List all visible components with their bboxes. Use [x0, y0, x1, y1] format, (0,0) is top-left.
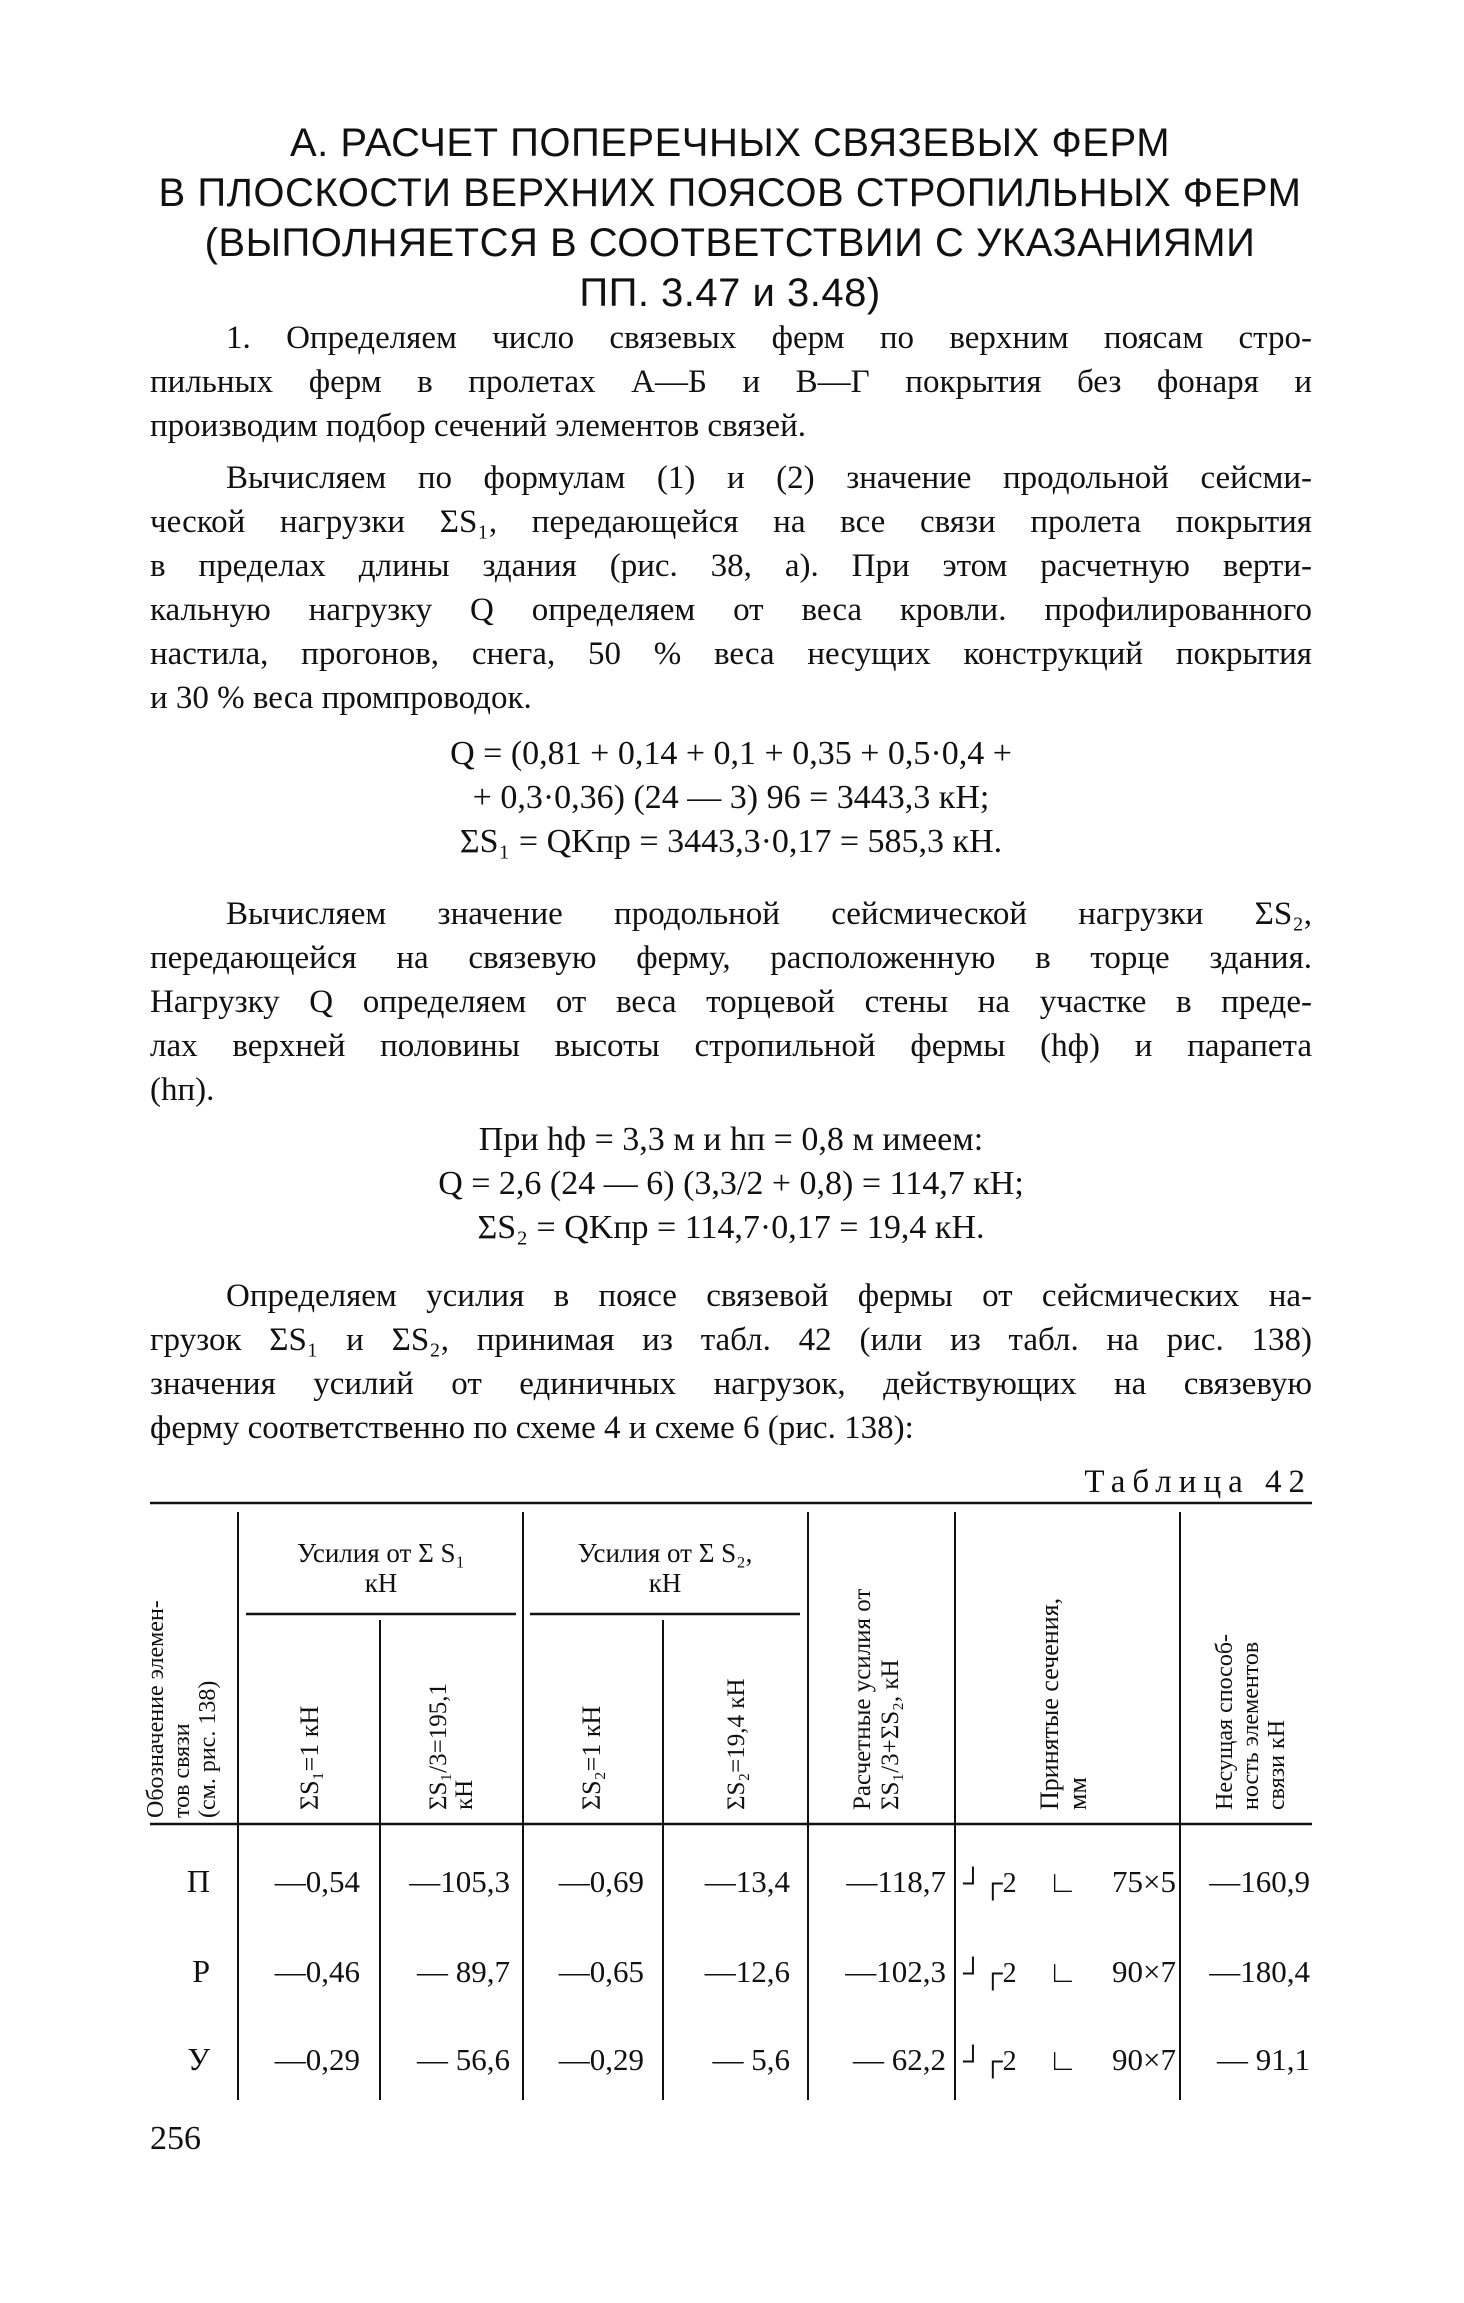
cell-s1-unit: —0,46	[274, 1954, 360, 1989]
header-text: ΣS₁/3=195,1	[425, 1683, 452, 1810]
text-line: Вычисляем значение продольной сейсмической нагрузки ΣS₂,	[226, 896, 1312, 932]
header-text: тов связи	[169, 1723, 195, 1818]
cell-element: У	[187, 2041, 210, 2077]
cell-section-prefix: ┘┌2	[963, 2046, 1017, 2077]
header-text: Принятые сечения,	[1035, 1597, 1064, 1810]
table-row	[187, 1863, 1310, 1901]
text-line: производим подбор сечений элементов связей.	[150, 408, 806, 444]
cell-section: 90×7	[1112, 2042, 1176, 2077]
cell-s2-unit: —0,65	[558, 1954, 644, 1989]
header-text: мм	[1063, 1777, 1092, 1810]
header-s1-unit	[295, 1706, 324, 1810]
table-row	[192, 1953, 1310, 1991]
header-text: ΣS₂=1 кН	[577, 1705, 606, 1810]
cell-element: П	[186, 1863, 210, 1899]
cell-s1-force: —105,3	[409, 1864, 510, 1899]
cell-capacity: — 91,1	[1217, 2042, 1310, 2077]
cell-section: 75×5	[1112, 1864, 1176, 1899]
header-s1-force	[425, 1683, 478, 1810]
text-line: 1. Определяем число связевых ферм по верхним поясам стро-	[226, 320, 1312, 356]
angle-profile-icon: ∟	[1048, 2044, 1078, 2077]
formula-line: ΣS₂ = QKпр = 114,7·0,17 = 19,4 кН.	[477, 1209, 985, 1246]
text-line: ферму соответственно по схеме 4 и схеме 6 (рис. 138):	[150, 1410, 914, 1446]
cell-s1-force: — 56,6	[417, 2042, 510, 2077]
header-group-1: Усилия от Σ S₁	[297, 1538, 465, 1568]
heading-line: ПП. 3.47 и 3.48)	[579, 271, 881, 315]
cell-section-prefix: ┘┌2	[963, 1958, 1017, 1989]
table-row	[187, 2041, 1310, 2079]
formula-line: При hф = 3,3 м и hп = 0,8 м имеем:	[478, 1121, 984, 1158]
text-line: передающейся на связевую ферму, расположенную в торце здания.	[150, 940, 1312, 976]
cell-s2-unit: —0,69	[558, 1864, 644, 1899]
cell-capacity: —160,9	[1209, 1864, 1310, 1899]
text-line: и 30 % веса промпроводок.	[150, 680, 532, 716]
table-caption: Таблица 42	[1084, 1464, 1312, 1500]
heading-line: А. РАСЧЕТ ПОПЕРЕЧНЫХ СВЯЗЕВЫХ ФЕРМ	[289, 121, 1171, 165]
header-text: ΣS₁=1 кН	[295, 1705, 324, 1810]
heading-line: В ПЛОСКОСТИ ВЕРХНИХ ПОЯСОВ СТРОПИЛЬНЫХ ФЕРМ	[158, 171, 1302, 215]
text-line: пильных ферм в пролетах А—Б и В—Г покрытия без фонаря и	[150, 364, 1312, 400]
header-text: связи кН	[1264, 1719, 1290, 1810]
text-line: Нагрузку Q определяем от веса торцевой стены на участке в преде-	[150, 984, 1312, 1020]
cell-s2-unit: —0,29	[558, 2042, 644, 2077]
cell-s1-unit: —0,29	[274, 2042, 360, 2077]
cell-design-force: —118,7	[846, 1864, 946, 1899]
header-text: ΣS₁/3+ΣS₂, кН	[877, 1659, 904, 1810]
header-text: ность элементов	[1238, 1641, 1264, 1810]
text-line: лах верхней половины высоты стропильной фермы (hф) и парапета	[150, 1028, 1312, 1064]
angle-profile-icon: ∟	[1048, 1956, 1078, 1989]
cell-s2-force: —12,6	[704, 1954, 790, 1989]
header-text: Обозначение элемен-	[143, 1600, 169, 1818]
header-text: Расчетные усилия от	[849, 1588, 876, 1810]
page-number: 256	[150, 2120, 201, 2157]
cell-s1-unit: —0,54	[274, 1864, 360, 1899]
cell-section: 90×7	[1112, 1954, 1176, 1989]
header-sections	[1035, 1598, 1092, 1810]
header-group-2: Усилия от Σ S₂,	[577, 1538, 753, 1568]
formula-line: ΣS₁ = QKпр = 3443,3·0,17 = 585,3 кН.	[459, 823, 1003, 860]
cell-design-force: —102,3	[845, 1954, 946, 1989]
header-text: ΣS₂=19,4 кН	[723, 1678, 750, 1810]
cell-s2-force: — 5,6	[712, 2042, 790, 2077]
cell-s1-force: — 89,7	[417, 1954, 510, 1989]
formula-line: + 0,3·0,36) (24 — 3) 96 = 3443,3 кН;	[472, 779, 990, 816]
text-line: Вычисляем по формулам (1) и (2) значение продольной сейсми-	[226, 460, 1312, 496]
formula-line: Q = (0,81 + 0,14 + 0,1 + 0,35 + 0,5·0,4 +	[450, 735, 1012, 772]
header-designation	[143, 1600, 221, 1818]
cell-capacity: —180,4	[1209, 1954, 1310, 1989]
angle-profile-icon: ∟	[1048, 1866, 1078, 1899]
header-s2-force	[723, 1679, 750, 1810]
header-text: кН	[451, 1779, 478, 1810]
header-text: (см. рис. 138)	[195, 1680, 221, 1818]
text-line: Определяем усилия в поясе связевой фермы от сейсмических на-	[226, 1278, 1312, 1314]
header-group-1-unit: кН	[364, 1568, 398, 1598]
cell-s2-force: —13,4	[704, 1864, 790, 1899]
text-line: в пределах длины здания (рис. 38, а). При этом расчетную верти-	[150, 548, 1312, 584]
text-line: значения усилий от единичных нагрузок, действующих на связевую	[150, 1366, 1312, 1402]
text-line: настила, прогонов, снега, 50 % веса несущих конструкций покрытия	[150, 636, 1312, 672]
text-line: грузок ΣS₁ и ΣS₂, принимая из табл. 42 (или из табл. на рис. 138)	[150, 1322, 1312, 1358]
cell-design-force: — 62,2	[853, 2042, 946, 2077]
text-line: кальную нагрузку Q определяем от веса кровли. профилированного	[150, 592, 1312, 628]
header-design-force	[849, 1589, 904, 1810]
header-group-2-unit: кН	[648, 1568, 682, 1598]
header-text: Несущая способ-	[1212, 1633, 1238, 1810]
header-capacity	[1212, 1634, 1290, 1810]
formula-line: Q = 2,6 (24 — 6) (3,3/2 + 0,8) = 114,7 кН;	[438, 1165, 1024, 1202]
header-s2-unit	[577, 1706, 606, 1810]
cell-element: Р	[192, 1953, 210, 1989]
text-line: (hп).	[150, 1072, 215, 1108]
cell-section-prefix: ┘┌2	[963, 1868, 1017, 1899]
heading-line: (ВЫПОЛНЯЕТСЯ В СООТВЕТСТВИИ С УКАЗАНИЯМИ	[204, 221, 1256, 265]
text-line: ческой нагрузки ΣS₁, передающейся на все связи пролета покрытия	[150, 504, 1312, 540]
